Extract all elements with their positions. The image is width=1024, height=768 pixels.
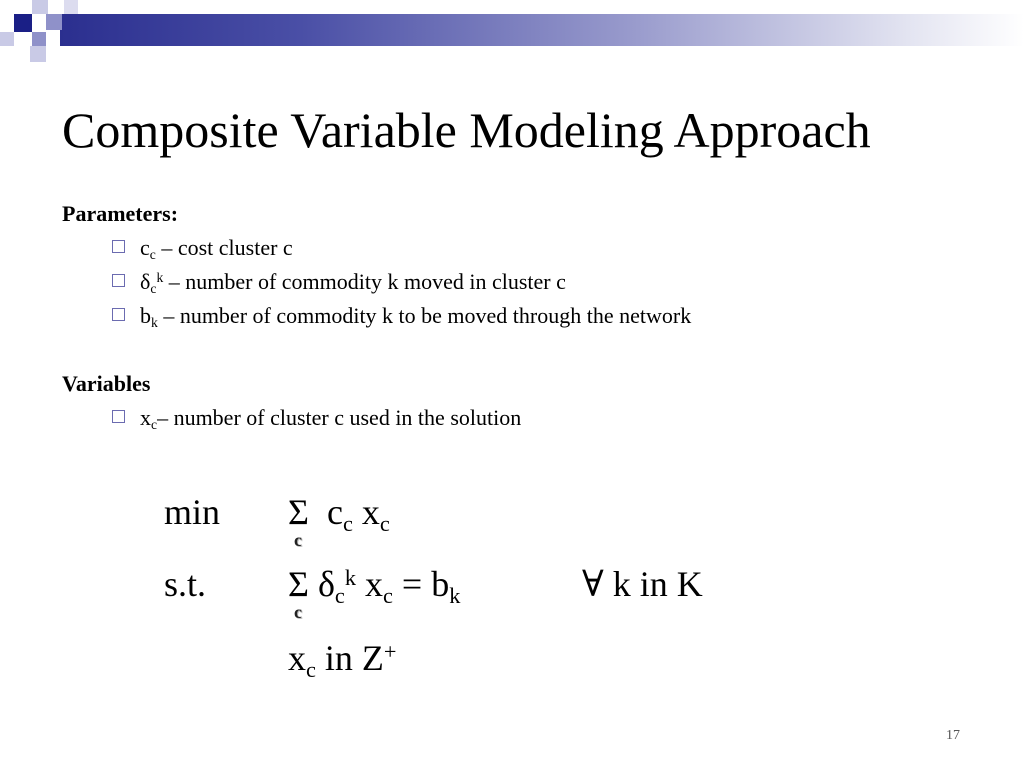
x-subscript: c: [379, 510, 390, 536]
delta-superscript: k: [344, 564, 356, 590]
constraint-label: s.t.: [164, 564, 207, 604]
bullet-box-icon: [112, 410, 125, 423]
param-superscript: k: [156, 270, 164, 286]
variable-subscript: c: [151, 417, 158, 433]
param-description: – number of commodity k moved in cluster c: [163, 269, 566, 294]
x-symbol: x: [364, 564, 383, 604]
x-subscript: c: [306, 656, 316, 682]
header-square: [0, 32, 14, 46]
header-square: [32, 32, 46, 46]
header-square: [14, 14, 32, 32]
bullet-box-icon: [112, 240, 125, 253]
x-symbol: x: [288, 638, 306, 678]
objective-expression: [288, 490, 390, 534]
param-subscript: k: [151, 315, 158, 331]
header-square: [46, 14, 62, 30]
param-symbol: c: [140, 235, 150, 260]
page-number: 17: [946, 728, 960, 743]
variable-description: – number of cluster c used in the solution: [157, 405, 522, 430]
objective-label: min: [164, 492, 221, 532]
x-subscript: c: [382, 582, 393, 608]
x-symbol: x: [361, 492, 380, 532]
param-description: – number of commodity k to be moved through the network: [157, 303, 692, 328]
param-subscript: c: [150, 281, 157, 297]
parameter-item: [112, 268, 566, 296]
cost-symbol: c: [326, 492, 343, 532]
variable-symbol: x: [140, 405, 151, 430]
domain-constraint: [288, 636, 397, 680]
domain-superscript: +: [383, 638, 397, 664]
sigma-symbol: Σ: [288, 564, 309, 604]
delta-symbol: δ: [317, 564, 335, 604]
param-description: – cost cluster c: [155, 235, 293, 260]
bullet-box-icon: [112, 274, 125, 287]
parameter-item: [112, 302, 691, 330]
equals-sign: =: [401, 564, 423, 604]
slide-title: Composite Variable Modeling Approach: [62, 102, 871, 158]
sigma-index: c: [294, 530, 302, 550]
constraint-expression: [288, 562, 460, 606]
forall-clause: ∀ k in K: [582, 564, 703, 604]
b-symbol: b: [431, 564, 450, 604]
cost-subscript: c: [342, 510, 353, 536]
variables-heading: Variables: [62, 371, 151, 396]
header-square: [64, 0, 78, 14]
parameter-item: [112, 234, 293, 262]
variable-item: [112, 404, 521, 432]
b-subscript: k: [449, 582, 461, 608]
delta-subscript: c: [334, 582, 345, 608]
param-symbol: b: [140, 303, 151, 328]
param-subscript: c: [149, 247, 156, 263]
header-gradient-bar: [60, 14, 1024, 46]
bullet-box-icon: [112, 308, 125, 321]
header-square: [32, 0, 48, 14]
header-square: [30, 46, 46, 62]
param-symbol: δ: [140, 269, 151, 294]
parameters-heading: Parameters:: [62, 201, 179, 226]
domain-text: in Z: [315, 638, 384, 678]
sigma-symbol: Σ: [288, 492, 309, 532]
sigma-index: c: [294, 602, 302, 622]
